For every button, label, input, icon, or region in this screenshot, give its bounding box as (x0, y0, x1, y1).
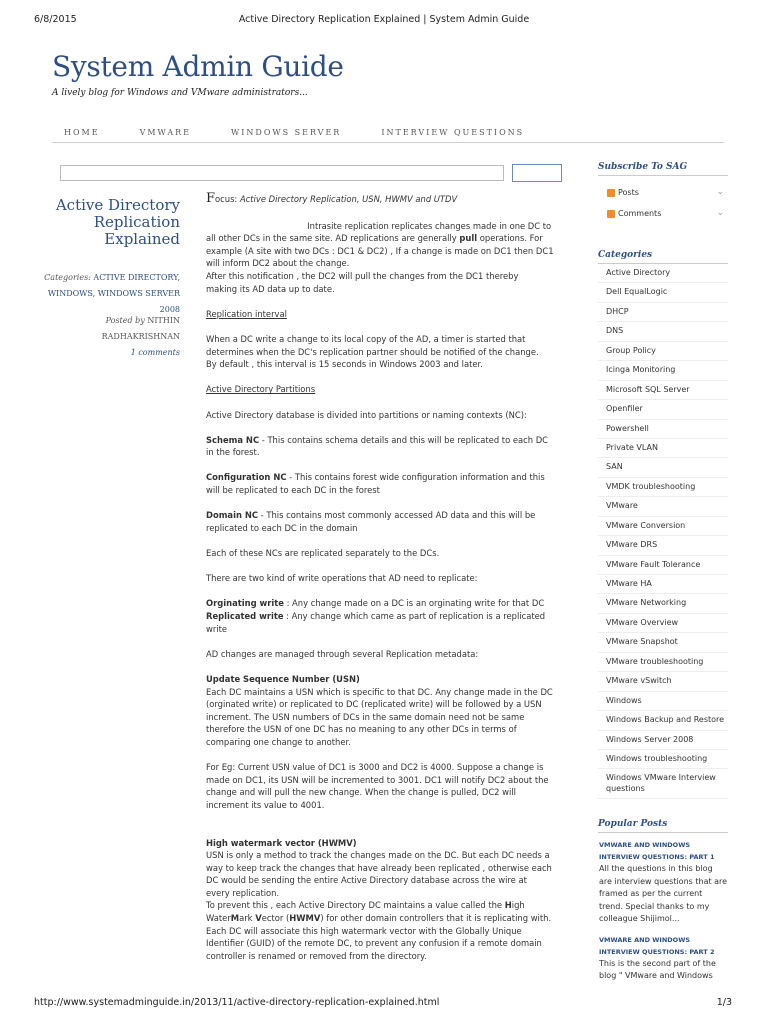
heading-hwmv: High watermark vector (HWMV) (206, 837, 357, 848)
nav-interview-questions[interactable]: INTERVIEW QUESTIONS (381, 128, 525, 137)
category-item[interactable]: Windows Backup and Restore (598, 711, 728, 730)
search-button[interactable] (512, 164, 562, 182)
category-item[interactable]: Dell EqualLogic (598, 283, 728, 302)
category-item[interactable]: VMware DRS (598, 536, 728, 555)
heading-replication-interval: Replication interval (206, 308, 287, 319)
category-item[interactable]: Group Policy (598, 342, 728, 361)
post-content: Focus: Active Directory Replication, USN, HWMV and UTDV Intrasite replication replicates changes made in one DC to all other DCs in the same site. AD replications are generally pull operations. For example (A site with two DCs : DC1 & DC2) , If a change is made on DC1 then DC1 will inform DC2 about the change. After this notification , the DC2 will pull the changes from the DC1 thereby making its AD data up to date. Replication interval When a DC write a change to its local copy of the AD, a timer is started that determines when the DC's replication partner should be notified of the change. By default , this interval is 15 seconds in Windows 2003 and later. Active Directory Partitions Active Directory database is divided into partitions or naming contexts (NC): Schema NC - This contains schema details and this will be replicated to each DC in the forest. Configuration NC - This contains forest wide configuration information and this will be replicated to each DC in the forest Domain NC - This contains most commonly accessed AD data and this will be replicated to each DC in the domain Each of these NCs are replicated separately to the DCs. There are two kind of write operations that AD need to replicate: Orginating write : Any change made on a DC is an orginating write for that DC Replicated write : Any change which came as part of replication is a replicated write AD changes are managed through several Replication metadata: Update Sequence Number (USN) Each DC maintains a USN which is specific to that DC. Any change made in the DC (orginated write) or replicated to DC (replicated write) will be followed by a USN increment. The USN numbers of DCs in the same domain need not be same therefore the USN of one DC has no meaning to any other DCs in terms of comparing one change to another. For Eg: Current USN value of DC1 is 3000 and DC2 is 4000. Suppose a change is made on DC1, its USN will be incremented to 3001. DC1 will notify DC2 about the change and will pull the new change. When the change is pulled, DC2 will increment its value to 4001. High watermark vector (HWMV) USN is only a method to track the changes made on the DC. But each DC needs a way to keep track the changes that have already been replicated , otherwise each DC would be sending the entire Active Directory database across the wire at every replication. To prevent this , each Active Directory DC maintains a value called the High WaterMark Vector (HWMV) for other domain controllers that it is replicating with. Each DC will associate this high watermark vector with the Globally Unique Identifier (GUID) of the remote DC, to prevent any confusion if a remote domain controller is renamed or removed from the directory. (206, 193, 574, 962)
category-item[interactable]: VMDK troubleshooting (598, 478, 728, 497)
popular-post-excerpt: All the questions in this blog are interview questions that are framed as per the current trend. Special thanks to my colleague Shijimol... (599, 864, 728, 924)
category-item[interactable]: Windows Server 2008 (598, 731, 728, 750)
category-item[interactable]: VMware Conversion (598, 517, 728, 536)
subscribe-heading: Subscribe To SAG (598, 162, 728, 176)
category-item[interactable]: Powershell (598, 420, 728, 439)
popular-post-title[interactable]: VMWARE AND WINDOWS INTERVIEW QUESTIONS: PART 1 (599, 841, 715, 862)
rss-feed-icon (607, 189, 615, 197)
site-title[interactable]: System Admin Guide (52, 50, 344, 83)
category-item[interactable]: DHCP (598, 303, 728, 322)
categories-heading: Categories (598, 250, 728, 264)
search-input[interactable] (60, 165, 504, 181)
category-item[interactable]: VMware Snapshot (598, 633, 728, 652)
category-item[interactable]: Private VLAN (598, 439, 728, 458)
category-item[interactable]: VMware Overview (598, 614, 728, 633)
print-title: Active Directory Replication Explained | System Admin Guide (238, 14, 530, 25)
rss-feed-icon (607, 210, 615, 218)
chevron-down-icon[interactable]: ⌄ (716, 187, 724, 197)
popular-posts-heading: Popular Posts (598, 819, 728, 833)
category-item[interactable]: VMware HA (598, 575, 728, 594)
popular-post-excerpt: This is the second part of the blog " VMware and Windows (599, 958, 716, 981)
category-link[interactable]: ACTIVE DIRECTORY, (93, 273, 180, 282)
post-title: Active Directory Replication Explained (55, 196, 180, 248)
category-link[interactable]: WINDOWS, WINDOWS SERVER (47, 289, 180, 298)
category-item[interactable]: DNS (598, 322, 728, 341)
comments-link[interactable]: 1 comments (130, 348, 180, 357)
page-number: 1/3 (716, 997, 732, 1008)
category-item[interactable]: VMware troubleshooting (598, 653, 728, 672)
nav-windows-server[interactable]: WINDOWS SERVER (231, 128, 342, 137)
site-tagline: A lively blog for Windows and VMware administrators... (52, 88, 308, 98)
heading-ad-partitions: Active Directory Partitions (206, 384, 316, 395)
category-item[interactable]: Windows VMware Interview questions (598, 769, 728, 799)
category-item[interactable]: SAN (598, 458, 728, 477)
sidebar (598, 162, 728, 983)
category-item[interactable]: VMware Fault Tolerance (598, 556, 728, 575)
print-date: 6/8/2015 (34, 14, 77, 25)
heading-usn: Update Sequence Number (USN) (206, 673, 360, 684)
feed-posts[interactable]: Posts ⌄ (598, 182, 728, 203)
popular-post-title[interactable]: VMWARE AND WINDOWS INTERVIEW QUESTIONS: PART 2 (599, 935, 715, 956)
focus-line: Focus: Active Directory Replication, USN, HWMV and UTDV (206, 191, 458, 206)
post-categories: Categories: ACTIVE DIRECTORY, WINDOWS, WINDOWS SERVER 2008 (44, 273, 180, 314)
categories-list (598, 264, 728, 799)
nav-vmware[interactable]: VMWARE (139, 128, 192, 137)
category-item[interactable]: VMware (598, 497, 728, 516)
category-item[interactable]: VMware vSwitch (598, 672, 728, 691)
category-item[interactable]: Microsoft SQL Server (598, 381, 728, 400)
chevron-down-icon[interactable]: ⌄ (716, 208, 724, 218)
category-item[interactable]: Windows troubleshooting (598, 750, 728, 769)
print-header (0, 14, 768, 28)
feed-comments[interactable]: Comments ⌄ (598, 203, 728, 224)
category-item[interactable]: Windows (598, 692, 728, 711)
category-link[interactable]: 2008 (159, 305, 180, 314)
category-item[interactable]: Openfiler (598, 400, 728, 419)
post-author: Posted by NITHIN RADHAKRISHNAN 1 comments (101, 316, 180, 357)
category-item[interactable]: Icinga Monitoring (598, 361, 728, 380)
print-url: http://www.systemadminguide.in/2013/11/active-directory-replication-explained.html (34, 997, 440, 1008)
main-nav (52, 120, 724, 143)
category-item[interactable]: VMware Networking (598, 594, 728, 613)
nav-home[interactable]: HOME (64, 128, 100, 137)
category-item[interactable]: Active Directory (598, 264, 728, 283)
